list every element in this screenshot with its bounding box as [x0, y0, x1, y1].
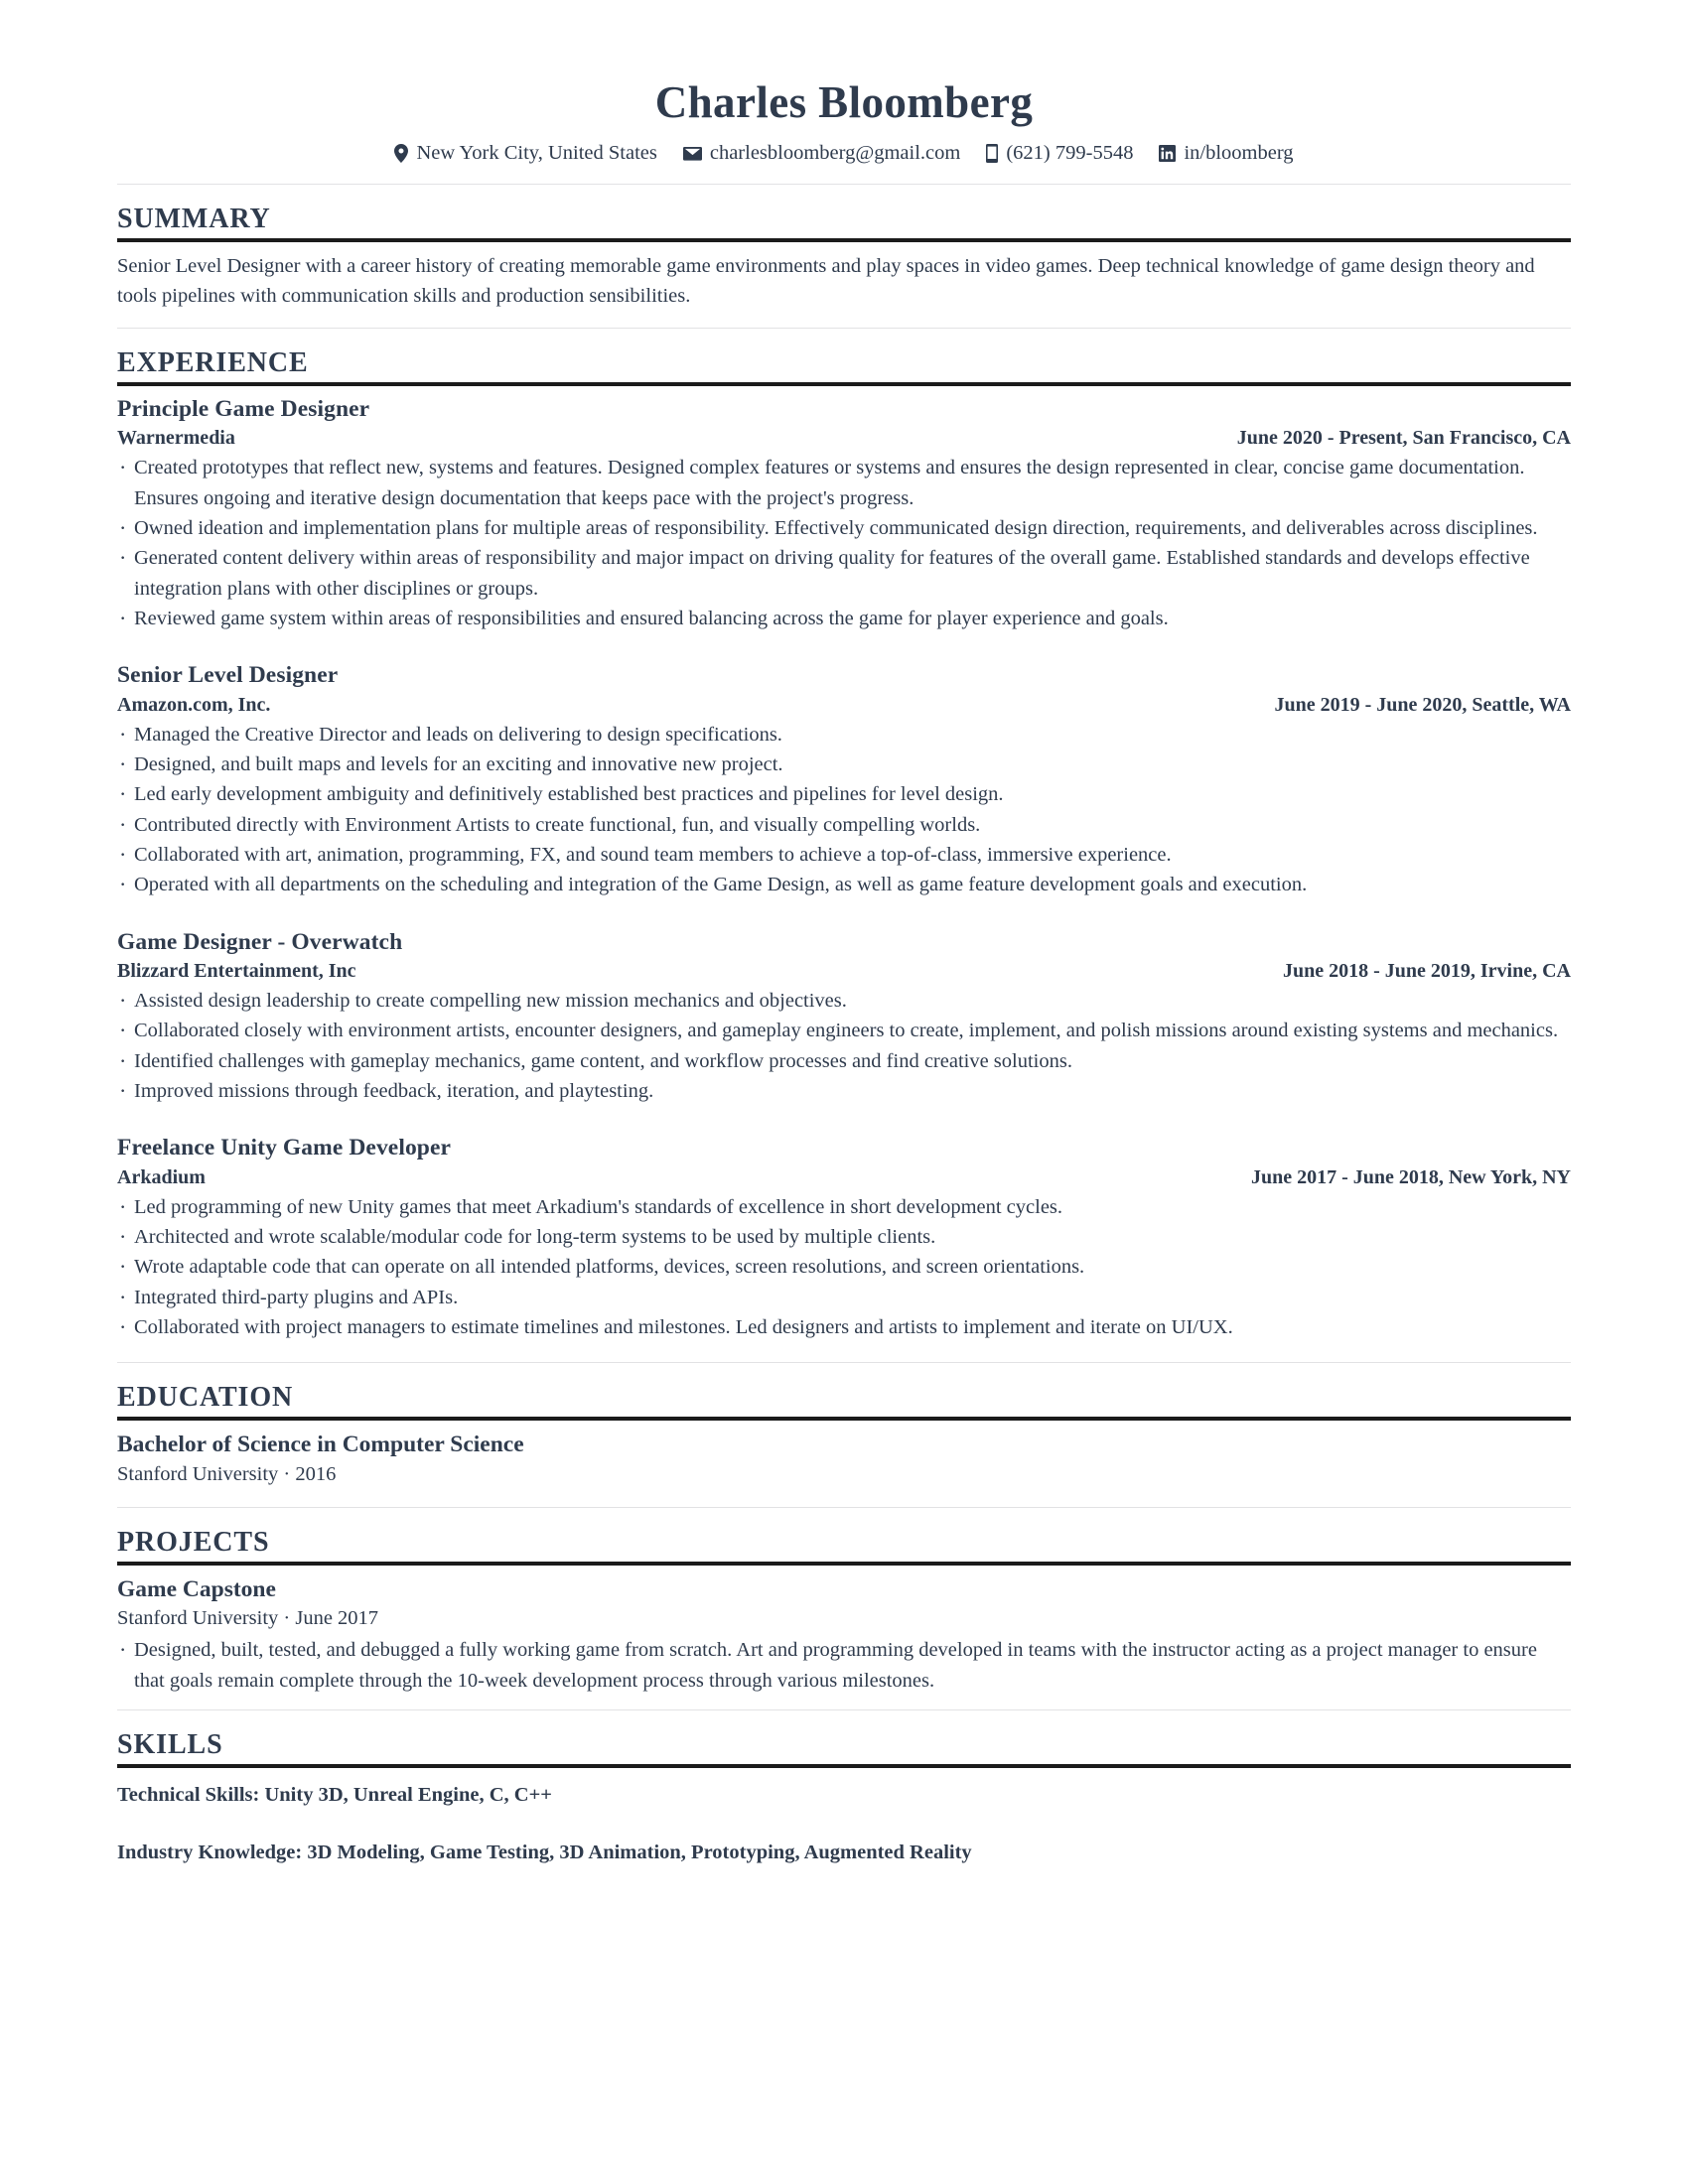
- section-rule: [117, 1764, 1571, 1768]
- contact-email-text: charlesbloomberg@gmail.com: [709, 142, 961, 165]
- company-name: Amazon.com, Inc.: [117, 693, 271, 716]
- bullet-item: · Generated content delivery within areas of responsibility and major impact on driving quality for features of the overall game. Established standards and develops effective integration plans with other disciplines or groups.: [117, 543, 1571, 604]
- section-projects: [117, 1508, 1571, 1709]
- job-title: Game Designer - Overwatch: [117, 928, 403, 955]
- resume-header: [117, 77, 1571, 184]
- job-meta: [117, 425, 1571, 451]
- bullet-item: · Owned ideation and implementation plans for multiple areas of responsibility. Effectively communicated design direction, requirements, and deliverables across disciplines.: [117, 513, 1571, 543]
- contact-linkedin: [1159, 143, 1293, 164]
- contact-phone: [986, 143, 1133, 164]
- bullet-item: · Designed, built, tested, and debugged a fully working game from scratch. Art and programming developed in teams with the instructor acting as a project manager to ensure that goals remain complete through the 10-week development process through various milestones.: [117, 1635, 1571, 1696]
- job-dates-location: June 2017 - June 2018, New York, NY: [1250, 1165, 1571, 1188]
- location-pin-icon: [394, 144, 408, 163]
- job-title: Principle Game Designer: [117, 395, 370, 422]
- section-title-projects: PROJECTS: [117, 1526, 270, 1558]
- bullet-item: · Led programming of new Unity games that meet Arkadium's standards of excellence in short development cycles.: [117, 1192, 1571, 1222]
- section-title-experience: EXPERIENCE: [117, 347, 309, 379]
- skills-technical: Technical Skills: Unity 3D, Unreal Engine, C, C++: [117, 1783, 552, 1806]
- job-bullets: [117, 1192, 1571, 1343]
- job-title: Freelance Unity Game Developer: [117, 1135, 452, 1161]
- job-bullets: [117, 453, 1571, 633]
- bullet-item: · Collaborated with project managers to estimate timelines and milestones. Led designers and artists to implement and iterate on UI/UX.: [117, 1312, 1571, 1342]
- contact-linkedin-text: in/bloomberg: [1184, 142, 1294, 165]
- section-experience: [117, 329, 1571, 1362]
- job-bullets: [117, 986, 1571, 1106]
- bullet-item: · Integrated third-party plugins and APIs.: [117, 1283, 1571, 1312]
- section-skills: [117, 1710, 1571, 1871]
- contact-location-text: New York City, United States: [416, 142, 657, 165]
- bullet-item: · Identified challenges with gameplay mechanics, game content, and workflow processes and find creative solutions.: [117, 1046, 1571, 1076]
- bullet-item: · Operated with all departments on the scheduling and integration of the Game Design, as well as game feature development goals and execution.: [117, 870, 1571, 899]
- bullet-item: · Led early development ambiguity and definitively established best practices and pipelines for level design.: [117, 779, 1571, 809]
- linkedin-icon: [1159, 145, 1176, 162]
- job-title: Senior Level Designer: [117, 662, 339, 689]
- bullet-item: · Improved missions through feedback, iteration, and playtesting.: [117, 1076, 1571, 1106]
- contact-row: [117, 143, 1571, 164]
- summary-text: Senior Level Designer with a career history of creating memorable game environments and play spaces in video games. Deep technical knowledge of game design theory and tools pipelines with communication skills and production sensibilities.: [117, 254, 1535, 308]
- section-title-education: EDUCATION: [117, 1382, 294, 1414]
- experience-entry: [117, 906, 1571, 1113]
- project-meta: Stanford University · June 2017: [117, 1607, 379, 1630]
- bullet-item: · Reviewed game system within areas of responsibilities and ensured balancing across the game for player experience and goals.: [117, 604, 1571, 633]
- mobile-phone-icon: [986, 144, 998, 163]
- section-title-summary: SUMMARY: [117, 203, 271, 234]
- job-dates-location: June 2018 - June 2019, Irvine, CA: [1282, 960, 1571, 983]
- bullet-item: · Managed the Creative Director and leads on delivering to design specifications.: [117, 720, 1571, 750]
- candidate-name: Charles Bloomberg: [654, 77, 1034, 127]
- project-title: Game Capstone: [117, 1575, 276, 1602]
- contact-location: [394, 143, 656, 164]
- envelope-icon: [683, 147, 702, 161]
- bullet-item: · Wrote adaptable code that can operate on all intended platforms, devices, screen resolutions, and screen orientations.: [117, 1252, 1571, 1282]
- job-dates-location: June 2019 - June 2020, Seattle, WA: [1274, 693, 1571, 716]
- experience-entry: [117, 639, 1571, 905]
- experience-entry: [117, 1112, 1571, 1348]
- education-entry: [117, 1430, 1571, 1507]
- bullet-item: · Contributed directly with Environment Artists to create functional, fun, and visually compelling worlds.: [117, 810, 1571, 840]
- job-dates-location: June 2020 - Present, San Francisco, CA: [1236, 427, 1571, 450]
- school-and-year: Stanford University · 2016: [117, 1462, 337, 1485]
- bullet-item: · Architected and wrote scalable/modular code for long-term systems to be used by multiple clients.: [117, 1222, 1571, 1252]
- section-rule: [117, 238, 1571, 242]
- job-meta: [117, 692, 1571, 718]
- skills-industry: Industry Knowledge: 3D Modeling, Game Testing, 3D Animation, Prototyping, Augmented Reality: [117, 1842, 972, 1864]
- bullet-item: · Created prototypes that reflect new, systems and features. Designed complex features or systems and ensures the design represented in clear, concise game documentation. Ensures ongoing and iterative design documentation that keeps pace with the project's progress.: [117, 453, 1571, 513]
- job-bullets: [117, 720, 1571, 900]
- job-meta: [117, 1164, 1571, 1190]
- bullet-item: · Designed, and built maps and levels for an exciting and innovative new project.: [117, 750, 1571, 779]
- section-rule: [117, 1417, 1571, 1421]
- contact-email: [683, 143, 960, 164]
- company-name: Arkadium: [117, 1165, 206, 1188]
- section-rule: [117, 382, 1571, 386]
- experience-entry: [117, 395, 1571, 639]
- section-education: [117, 1363, 1571, 1506]
- bullet-item: · Collaborated with art, animation, programming, FX, and sound team members to achieve a top-of-class, immersive experience.: [117, 840, 1571, 870]
- project-entry: [117, 1574, 1571, 1709]
- degree-title: Bachelor of Science in Computer Science: [117, 1432, 524, 1458]
- bullet-item: · Collaborated closely with environment artists, encounter designers, and gameplay engineers to create, implement, and polish missions around existing systems and mechanics.: [117, 1016, 1571, 1045]
- company-name: Warnermedia: [117, 427, 235, 450]
- bullet-item: · Assisted design leadership to create compelling new mission mechanics and objectives.: [117, 986, 1571, 1016]
- section-title-skills: SKILLS: [117, 1728, 223, 1760]
- contact-phone-text: (621) 799-5548: [1006, 142, 1134, 165]
- spacer: [117, 1348, 1571, 1362]
- job-meta: [117, 958, 1571, 984]
- section-summary: [117, 185, 1571, 328]
- section-rule: [117, 1562, 1571, 1566]
- project-bullets: [117, 1635, 1571, 1696]
- company-name: Blizzard Entertainment, Inc: [117, 960, 356, 983]
